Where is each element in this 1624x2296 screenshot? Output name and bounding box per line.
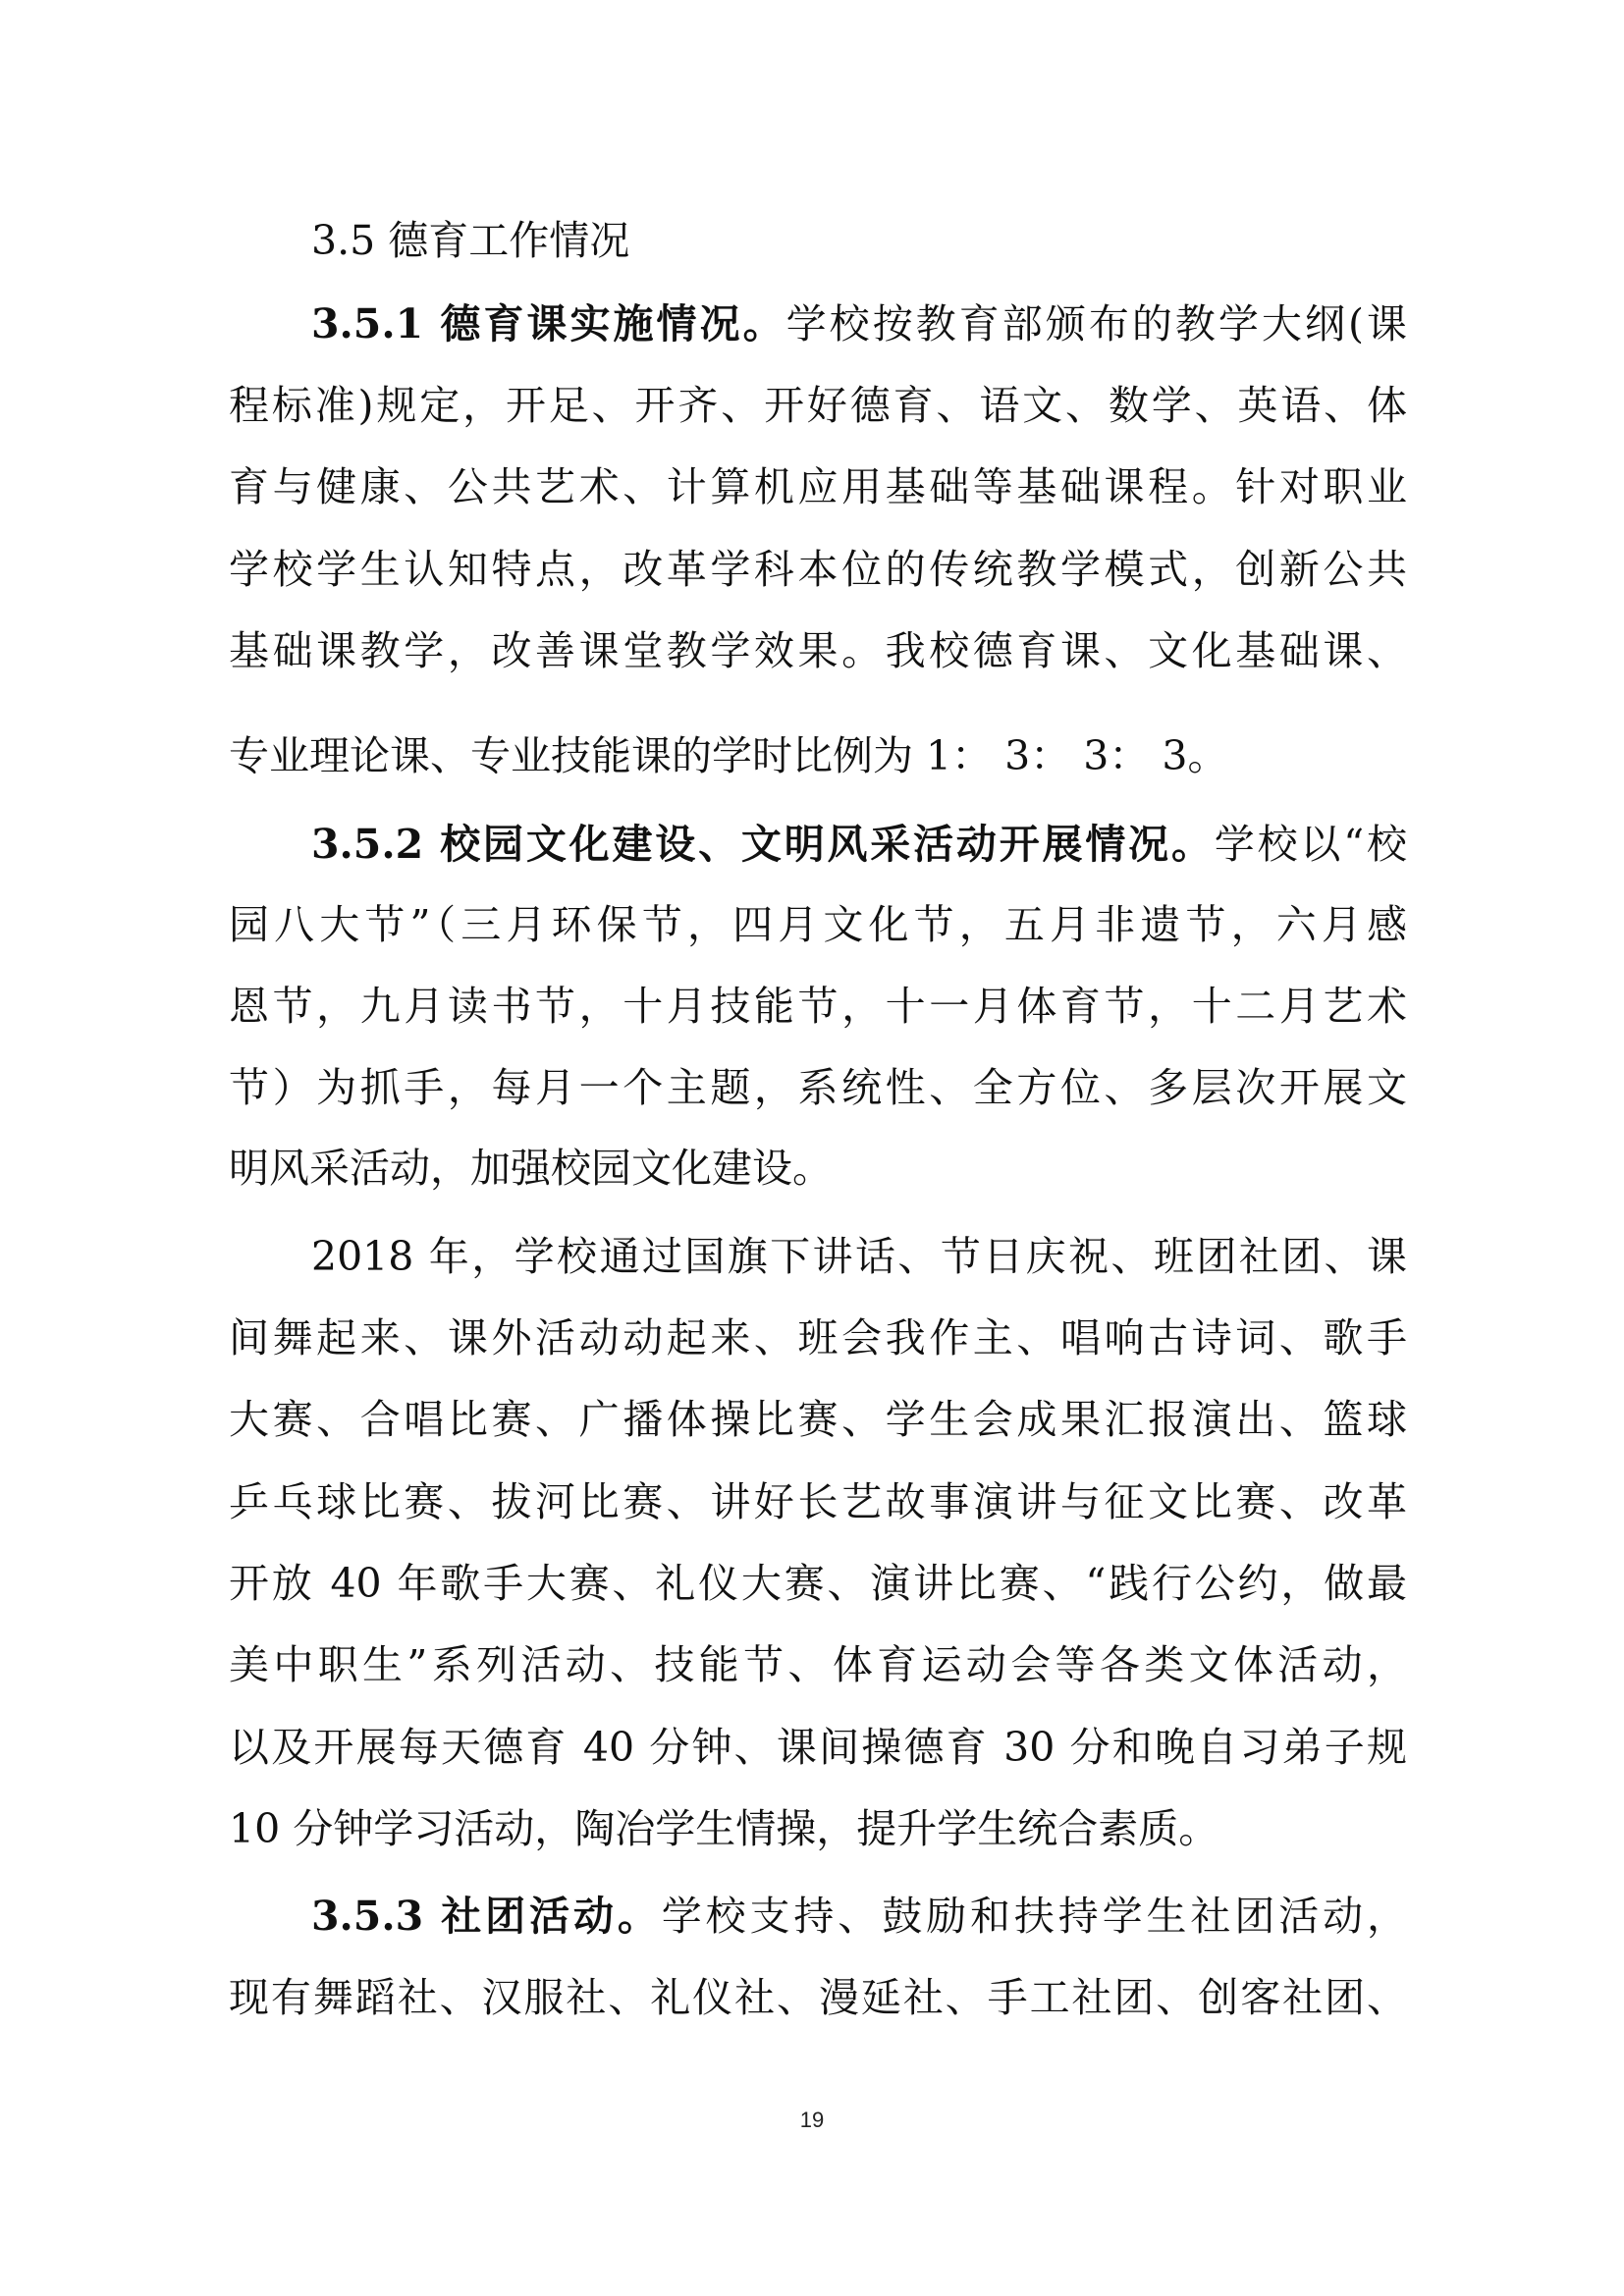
paragraph-3-5-1-line: 程标准)规定，开足、开齐、开好德育、语文、数学、英语、体	[229, 382, 1407, 429]
paragraph-3-5-2-line: 园八大节”（三月环保节，四月文化节，五月非遗节，六月感	[229, 901, 1407, 948]
paragraph-3-5-1-line: 专业理论课、专业技能课的学时比例为 1： 3： 3： 3。	[229, 732, 1228, 779]
paragraph-3-5-2-line: 恩节，九月读书节，十月技能节，十一月体育节，十二月艺术	[229, 983, 1407, 1030]
subsection-heading: 3.5.2 校园文化建设、文明风采活动开展情况。	[311, 821, 1215, 868]
paragraph-3-5-2-line: 节）为抓手，每月一个主题，系统性、全方位、多层次开展文	[229, 1064, 1407, 1111]
paragraph-3-5-3-line: 现有舞蹈社、汉服社、礼仪社、漫延社、手工社团、创客社团、	[229, 1974, 1407, 2021]
paragraph-2018-line: 美中职生”系列活动、技能节、体育运动会等各类文体活动，	[229, 1641, 1407, 1688]
subsection-heading: 3.5.3 社团活动。	[311, 1893, 662, 1940]
section-title: 3.5 德育工作情况	[311, 217, 630, 264]
paragraph-3-5-1-line: 基础课教学，改善课堂教学效果。我校德育课、文化基础课、	[229, 627, 1407, 674]
paragraph-2018-line: 10 分钟学习活动，陶冶学生情操，提升学生统合素质。	[229, 1805, 1219, 1852]
paragraph-3-5-1-line: 育与健康、公共艺术、计算机应用基础等基础课程。针对职业	[229, 463, 1407, 510]
page-number: 19	[799, 2108, 825, 2132]
paragraph-text: 学校按教育部颁布的教学大纲(课	[785, 300, 1407, 347]
paragraph-2018-line: 大赛、合唱比赛、广播体操比赛、学生会成果汇报演出、篮球	[229, 1396, 1407, 1443]
paragraph-2018-line: 间舞起来、课外活动动起来、班会我作主、唱响古诗词、歌手	[229, 1314, 1407, 1362]
paragraph-3-5-2-line	[311, 805, 1407, 883]
paragraph-text: 学校支持、鼓励和扶持学生社团活动，	[661, 1893, 1407, 1940]
paragraph-3-5-2-line: 明风采活动，加强校园文化建设。	[229, 1145, 833, 1192]
paragraph-2018-line: 开放 40 年歌手大赛、礼仪大赛、演讲比赛、“践行公约，做最	[229, 1560, 1407, 1607]
paragraph-3-5-3-line	[311, 1877, 1407, 1955]
paragraph-text: 学校以“校	[1214, 821, 1407, 868]
subsection-heading: 3.5.1 德育课实施情况。	[311, 300, 786, 347]
paragraph-2018-line: 乒乓球比赛、拔河比赛、讲好长艺故事演讲与征文比赛、改革	[229, 1478, 1407, 1525]
paragraph-2018-line: 以及开展每天德育 40 分钟、课间操德育 30 分和晚自习弟子规	[229, 1724, 1407, 1771]
paragraph-3-5-1-line	[311, 285, 1407, 363]
paragraph-3-5-1-line: 学校学生认知特点，改革学科本位的传统教学模式，创新公共	[229, 546, 1407, 593]
paragraph-2018-line: 2018 年，学校通过国旗下讲话、节日庆祝、班团社团、课	[311, 1233, 1407, 1280]
